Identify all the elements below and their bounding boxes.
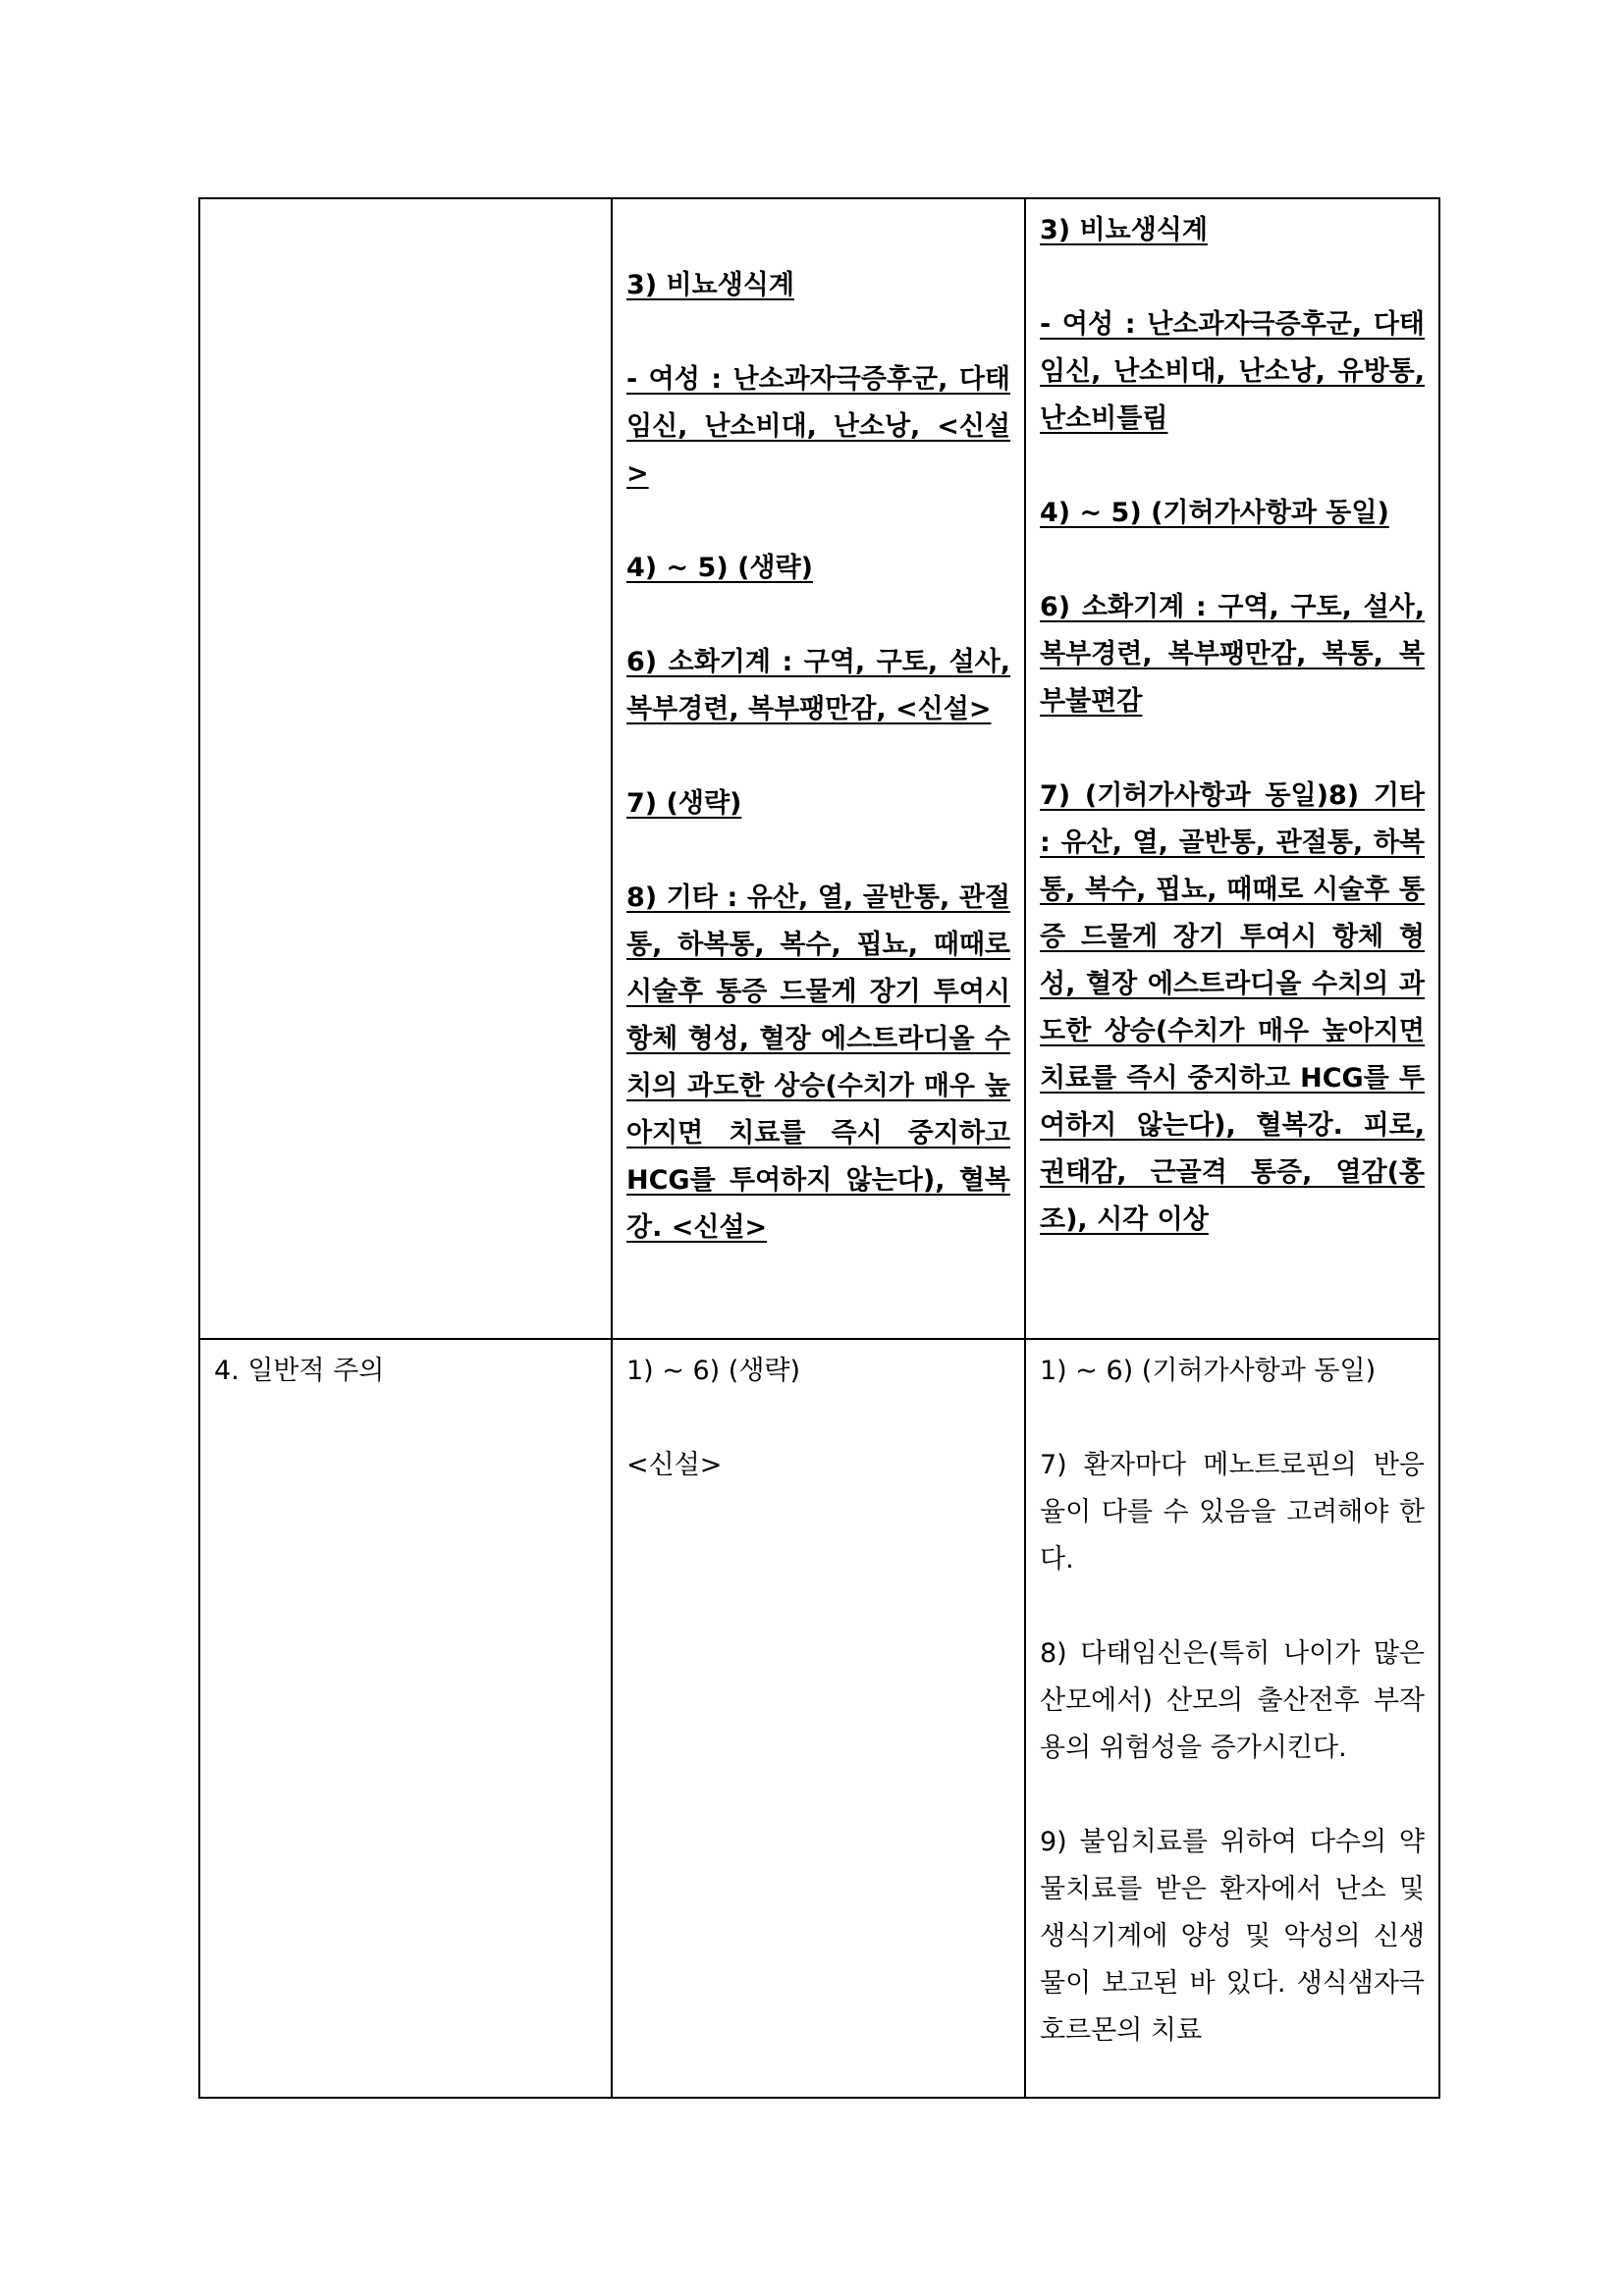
current-item: 4) ~ 5) (생략): [626, 553, 813, 583]
current-item: - 여성 : 난소과자극증후군, 다태임신, 난소비대, 난소낭, <신설>: [626, 364, 1010, 489]
revised-item: 4) ~ 5) (기허가사항과 동일): [1040, 498, 1389, 528]
current-item: 1) ~ 6) (생략): [626, 1356, 801, 1386]
row-label-cell: [199, 198, 612, 1339]
current-item: 8) 기타 : 유산, 열, 골반통, 관절통, 하복통, 복수, 핍뇨, 때때로 시술후 통증 드물게 장기 투여시 항체 형성, 혈장 에스트라디올 수치의 과도한 상승(수치가 매우 높아지면 치료를 즉시 중지하고 HCG를 투여하지 않는다), 혈복강. <신설>: [626, 882, 1010, 1243]
row-label: 4. 일반적 주의: [214, 1356, 385, 1386]
revised-item: 9) 불임치료를 위하여 다수의 약물치료를 받은 환자에서 난소 및 생식기계에 양성 및 악성의 신생물이 보고된 바 있다. 생식샘자극호르몬의 치료: [1040, 1827, 1425, 2046]
revised-item: 7) (기허가사항과 동일)8) 기타 : 유산, 열, 골반통, 관절통, 하복통, 복수, 핍뇨, 때때로 시술후 통증 드물게 장기 투여시 항체 형성, 혈장 에스트라디올 수치의 과도한 상승(수치가 매우 높아지면 치료를 즉시 중지하고 HCG를 투여하지 않는다), 혈복강. 피로, 권태감, 근골격 통증, 열감(홍조), 시각 이상: [1040, 780, 1425, 1235]
current-text-cell: [612, 1339, 1025, 2098]
revised-item: 3) 비뇨생식계: [1040, 215, 1208, 245]
comparison-table: [198, 197, 1440, 2099]
revised-text-cell: [1025, 1339, 1439, 2098]
revised-item: 7) 환자마다 메노트로핀의 반응율이 다를 수 있음을 고려해야 한다.: [1040, 1450, 1425, 1575]
row-label-cell: [199, 1339, 612, 2098]
revised-text-cell: [1025, 198, 1439, 1339]
current-text-cell: [612, 198, 1025, 1339]
current-item: 3) 비뇨생식계: [626, 270, 794, 300]
revised-item: - 여성 : 난소과자극증후군, 다태임신, 난소비대, 난소낭, 유방통, 난소비틀림: [1040, 309, 1425, 434]
current-item: 6) 소화기계 : 구역, 구토, 설사, 복부경련, 복부팽만감, <신설>: [626, 647, 1010, 724]
revised-item: 8) 다태임신은(특히 나이가 많은 산모에서) 산모의 출산전후 부작용의 위험성을 증가시킨다.: [1040, 1638, 1425, 1763]
current-item: 7) (생략): [626, 788, 742, 819]
revised-item: 1) ~ 6) (기허가사항과 동일): [1040, 1356, 1377, 1386]
table-row: [199, 1339, 1439, 2098]
revised-item: 6) 소화기계 : 구역, 구토, 설사, 복부경련, 복부팽만감, 복통, 복부불편감: [1040, 592, 1425, 717]
table-row: [199, 198, 1439, 1339]
current-item: <신설>: [626, 1450, 723, 1480]
